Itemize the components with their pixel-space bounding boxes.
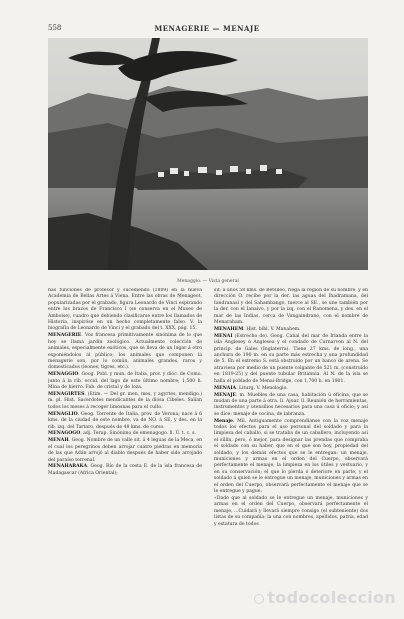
menaggio-photo xyxy=(48,38,368,270)
running-title: MENAGERIE — MENAJE xyxy=(154,24,260,33)
paragraph: MENAGLIO. Geog. Torrente de Italia, prov. de Verona; nace á 6 kms. de la ciudad de este nombre, va de NO. á SE. y des. en la rib. izq. del Tartaro, después de 48 kms. de curso. xyxy=(48,411,202,430)
page-number: 558 xyxy=(48,24,62,32)
paragraph: MENAGGIO. Geog. Pobl. y mun. de Italia, prov. y dióc. de Como, junto á la rib. occid. del lago de este último nombre; 1,500 h. Mina de hierro. Fab. de cristal y de loza. xyxy=(48,372,202,391)
watermark-logo-icon xyxy=(254,594,264,604)
paragraph: Menaje. Mil. Antiguamente comprendíanse con la voz menaje todos los efectos para el uso personal del soldado y para la limpieza del caballo, si se trataba de un caballero, incluyendo así el sillín, pero, ó mejor, para designar las prendas que compraba el soldado con su haber, que en el que son hoy, propiedad del soldado, y los demás efectos que se le entregan: un menaje, municiones y armas en el orden del Cuerpo, observará perfectamente el menaje, la limpieza en los útiles y vestuario, y en su conservación; el que lo pierda ó deteriore en parte, y el soldado á quien se le entregue un menaje, municiones y armas en el orden del Cuerpo, observará perfectamente el menaje que se le entregue y pague. xyxy=(214,418,368,495)
photo-caption: Menaggio. — Vista general xyxy=(177,279,239,284)
paragraph: MENAI (Estrecho de). Geog. Canal del mar de Irlanda entre la isla Anglesey ó Anglesea y el condado de Carnarvon al N. del princip. de Gales (Inglaterra). Tiene 27 kms. de long., una anchura de 190 m. en su parte más estrecha y una profundidad de 5. En el extremo S. está obstruído por un banco de arena. Se atraviesa por medio de un puente colgante de 521 m. (construído en 1819-25) y del puente tubular Britannia. Al N. de la isla se halla el poblado de Menai-Bridge, con 1,700 h. en 1901. xyxy=(214,333,368,384)
paragraph: «Dado que al soldado se le entregue un menaje, municiones y armas en el orden del Cuerpo, observará perfectamente el menaje, ...Cuidará y llevará siempre consigo (el subteniente) dos listas de su compañía: la una con nombres, apellidos, patria, edad y estatura de todos xyxy=(214,496,368,527)
paragraph: MENAJE. m. Muebles de una casa, habitación ú oficina, que se mudan de una parte á otra. ll. Ajuar. ll. Reunión de herramientas, instrumentos y utensilios necesarios para una casa ú oficio; y así se dice: menaje de cocina, de labranza. xyxy=(214,392,368,417)
paragraph: nas funciones de profesor y sucediendo (1809) en la nueva Academia de Bellas Artes á Viena. Entre las obras de Menageot, popularizadas por el grabado, figura Leonardo de Vinci espirando entre los brazos de Francisco I (se conserva en el Museo de Amboise), cuadro que debiendo clasificarse entre los llamados de Historia, inspiróse en un hecho completamente falso. V. la biografía de Leonardo de Vinci y el grabado del t. XXX, pág. 15. xyxy=(48,288,202,332)
paragraph: MENAIA. Liturg. V. Menologio. xyxy=(214,385,288,391)
paragraph: MENAH. Geog. Nombre de un valle sit. á 4 leguas de la Meca, en el cual los peregrinos deben arrojar cuatro piedras en memoria de las que Adán arrojó al diablo después de haber sido arrojado del paraíso terrenal. xyxy=(48,438,202,463)
left-text-column xyxy=(48,288,202,580)
watermark-text: todocoleccion xyxy=(267,588,396,607)
paragraph: MENAGERIE. Voz francesa primitivamente sinónima de lo que hoy se llama jardín zoológico. Actualmente colección de animales, especialmente exóticos, que se lleva de un lugar á otro exponiéndolos al público; los animales que componen la menagerie son, por lo común, animales grandes, raros y domesticados (leones, tigres, etc.). xyxy=(48,333,202,371)
page-header xyxy=(48,24,366,36)
watermark xyxy=(200,588,396,607)
paragraph: sit. á unos 58 kms. de Betsileo, riega la región de su nombre, y en dirección O. recibe por la der. las aguas del Ihadramana, del Iandranasl y del Sahambango, tuerce al SE., se une también por la der. con el Ianaivo, y por la izq. con el Ranomena, y des. en el mar de las Indias, cerca de Vangaindrano, con el nombre de Menaraham. xyxy=(214,288,368,326)
paragraph: MENAHARAKA. Geog. Río de la costa E. de la isla francesa de Madagascar (Africa Oriental); xyxy=(48,464,202,476)
right-text-column xyxy=(214,288,368,580)
landscape-illustration xyxy=(48,38,368,270)
paragraph: MENAGOGO. adj. Terap. Sinónimo de emenagogo. ll. Ú. t. c. s. xyxy=(48,431,196,437)
paragraph: MENAHEM. Hist. bíbl. V. Manahem. xyxy=(214,326,301,332)
paragraph: MENAGIRTES. (Etim. — Del gr. men, mes, y agyrtes, mendigo.) m. pl. Hist. Sacerdotes mendicantes de la diosa Cibeles. Salían todos los meses á recoger limosnas para el culto. xyxy=(48,392,202,410)
